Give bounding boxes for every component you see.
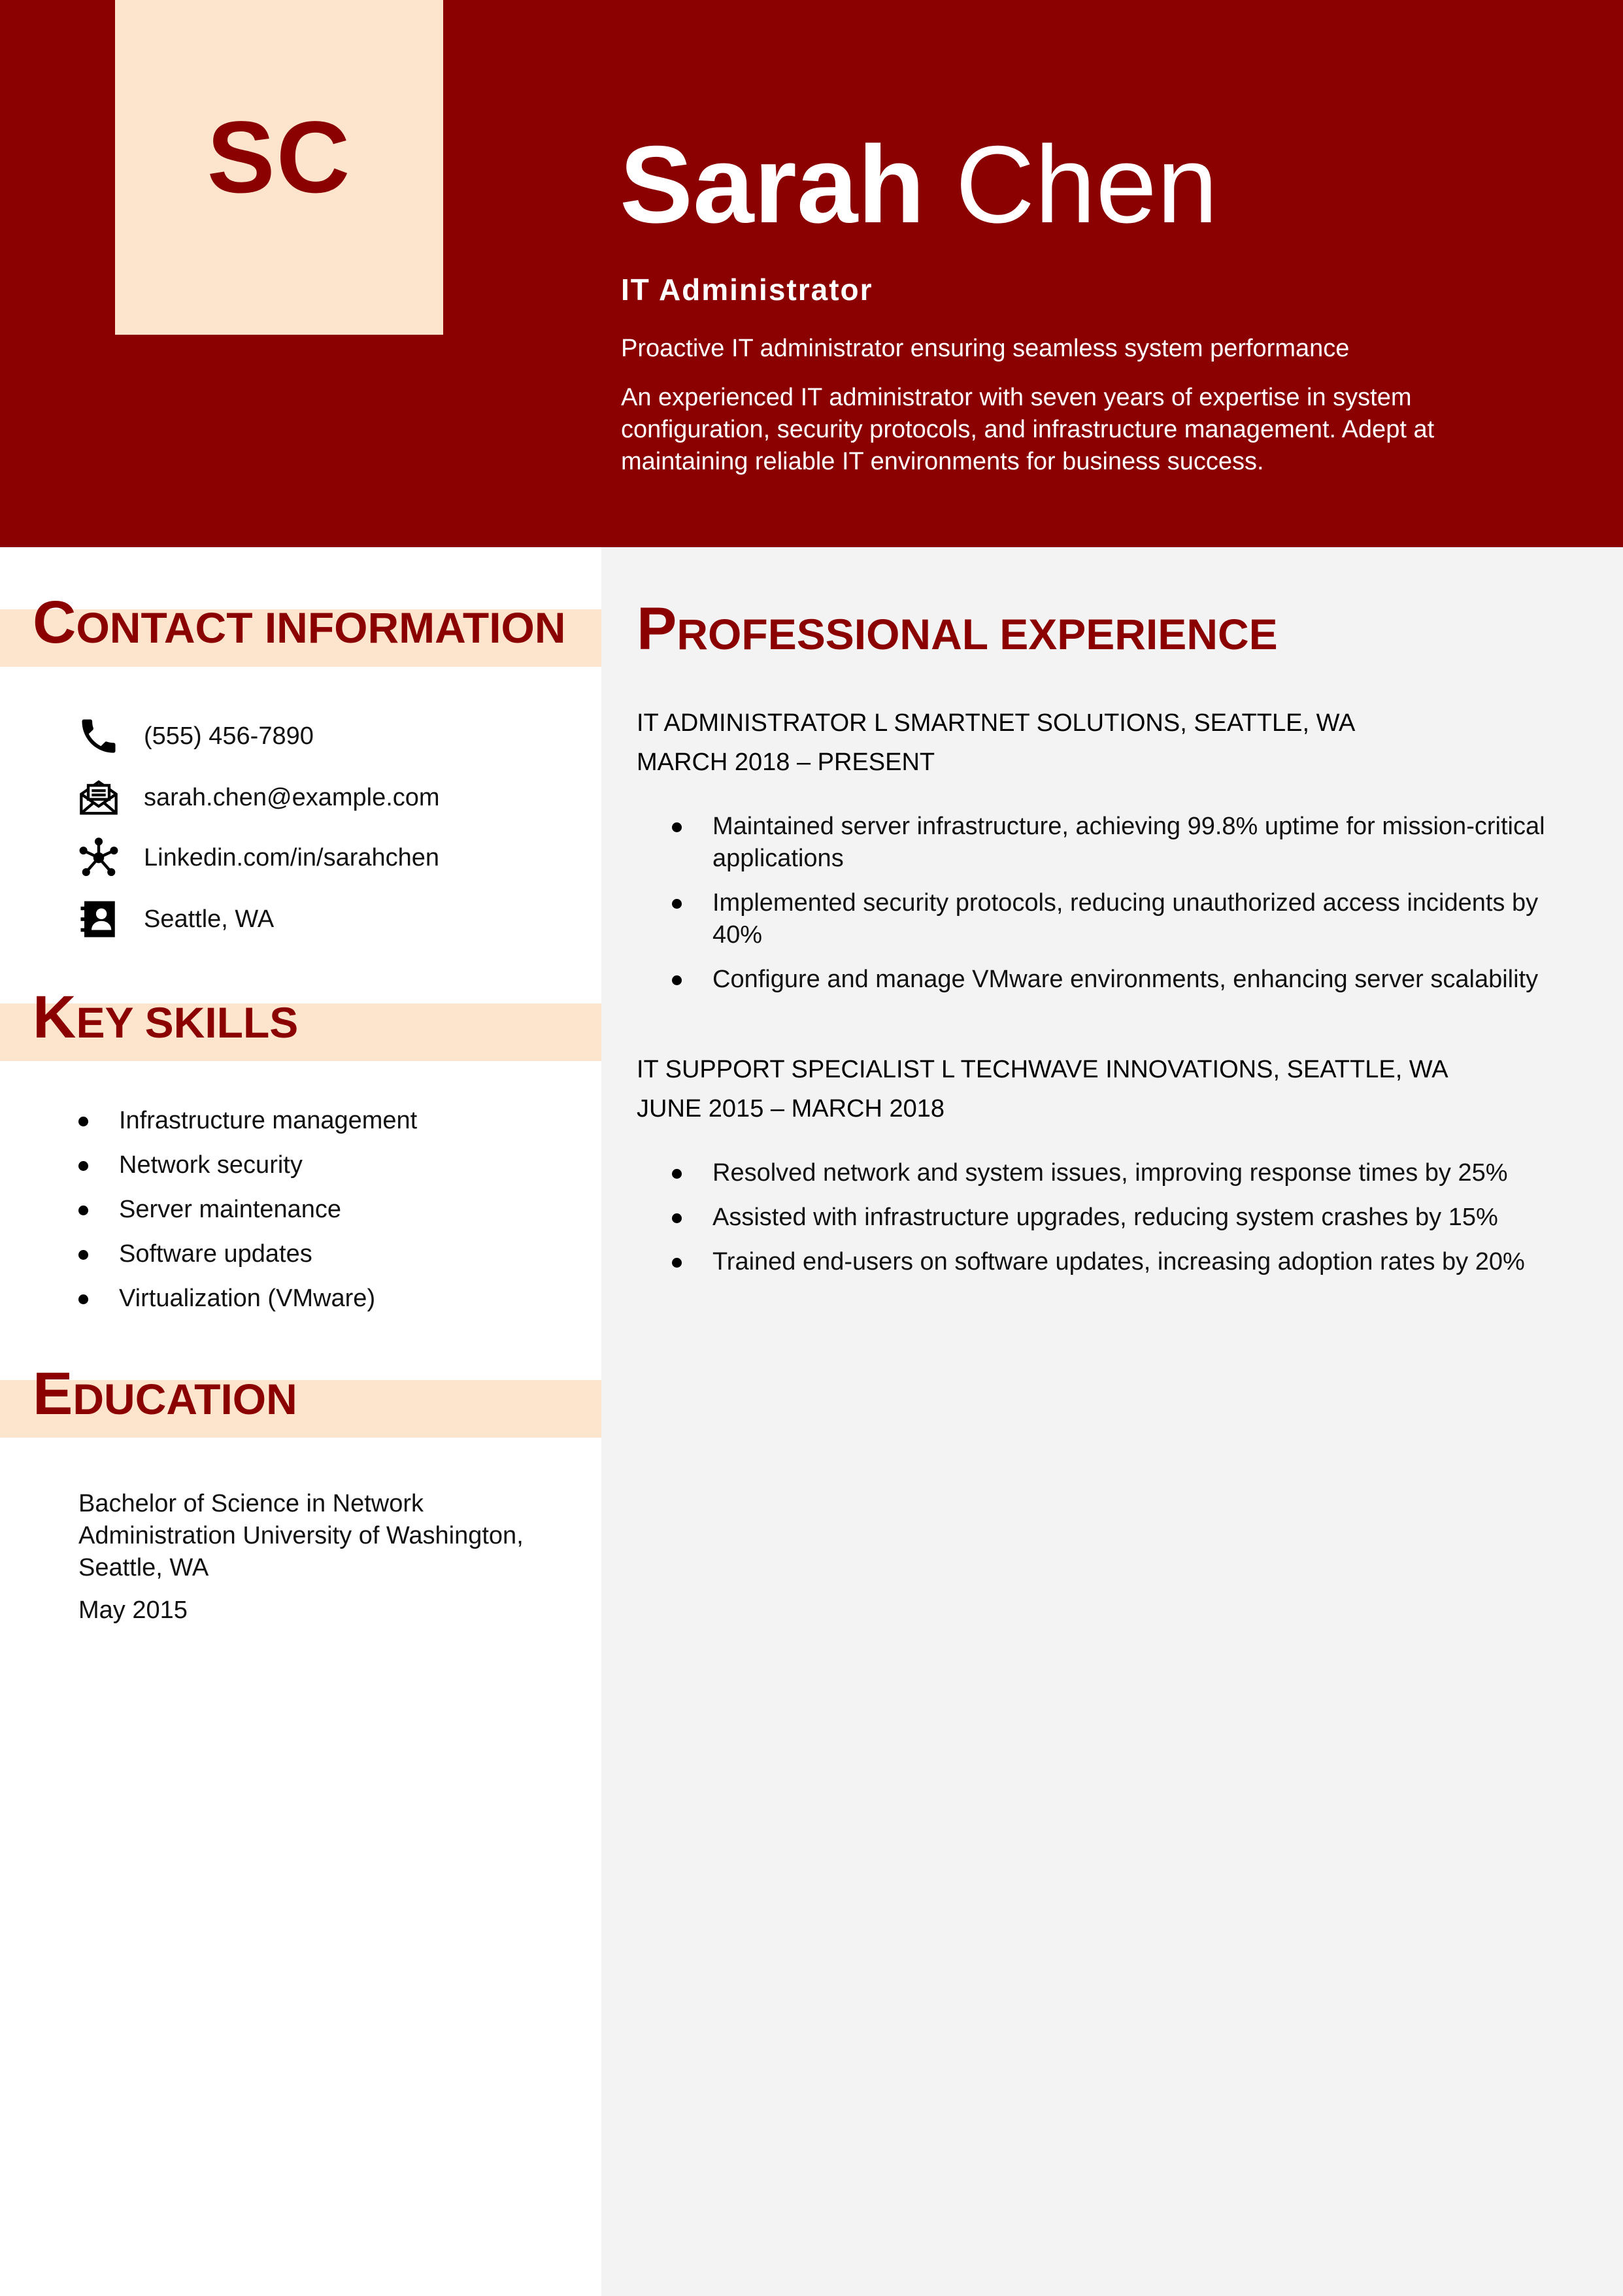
job-2-dates: JUNE 2015 – MARCH 2018	[637, 1095, 945, 1123]
list-item: Maintained server infrastructure, achieving 99.8% uptime for mission-critical applications	[712, 811, 1588, 875]
full-name	[620, 123, 1218, 246]
skills-title-cap: K	[33, 984, 76, 1051]
education-section-title	[33, 1360, 297, 1427]
contact-linkedin	[76, 834, 440, 881]
education-title-rest: DUCATION	[73, 1375, 297, 1423]
email-icon	[76, 775, 122, 820]
phone-icon	[76, 713, 122, 759]
education-date: May 2015	[78, 1596, 188, 1624]
email-text[interactable]: sarah.chen@example.com	[144, 783, 440, 811]
job-1-heading	[637, 703, 1355, 782]
list-item: Trained end-users on software updates, increasing adoption rates by 20%	[712, 1246, 1588, 1278]
list-item: Resolved network and system issues, improving response times by 25%	[712, 1157, 1588, 1189]
contact-phone	[76, 713, 314, 760]
job-title: IT Administrator	[621, 273, 873, 307]
phone-text[interactable]: (555) 456-7890	[144, 722, 314, 750]
contact-title-cap: C	[33, 589, 76, 656]
contact-section-title	[33, 589, 566, 656]
last-name: Chen	[955, 123, 1218, 246]
contact-email	[76, 774, 440, 821]
contact-title-rest: ONTACT INFORMATION	[76, 603, 566, 652]
list-item: Server maintenance	[119, 1194, 417, 1226]
network-icon	[76, 835, 122, 881]
education-degree: Bachelor of Science in Network Administration University of Washington, Seattle, WA	[78, 1490, 524, 1581]
right-column-panel	[601, 547, 1623, 2296]
list-item: Software updates	[119, 1238, 417, 1270]
skills-section-title	[33, 984, 299, 1051]
job-1-dates: MARCH 2018 – PRESENT	[637, 749, 935, 776]
education-title-cap: E	[33, 1360, 73, 1427]
list-item: Network security	[119, 1149, 417, 1181]
experience-title-cap: P	[637, 596, 677, 662]
linkedin-text[interactable]: Linkedin.com/in/sarahchen	[144, 843, 440, 871]
skills-title-rest: EY SKILLS	[76, 998, 299, 1047]
location-text: Seattle, WA	[144, 905, 275, 933]
tagline: Proactive IT administrator ensuring seamless system performance	[621, 335, 1350, 362]
job-2-bullets	[712, 1157, 1588, 1291]
list-item: Configure and manage VMware environments, enhancing server scalability	[712, 964, 1588, 996]
list-item: Infrastructure management	[119, 1105, 417, 1137]
experience-section-title	[637, 596, 1278, 662]
list-item: Assisted with infrastructure upgrades, reducing system crashes by 15%	[712, 1202, 1588, 1234]
job-2-heading	[637, 1050, 1448, 1128]
monogram: SC	[207, 100, 352, 214]
first-name: Sarah	[620, 123, 925, 246]
header-band	[0, 0, 1623, 547]
experience-title-rest: ROFESSIONAL EXPERIENCE	[677, 610, 1278, 658]
list-item: Virtualization (VMware)	[119, 1283, 417, 1315]
summary: An experienced IT administrator with seven years of expertise in system configuration, security protocols, and infrastructure management. Adept at maintaining reliable IT environments for business success.	[621, 384, 1435, 475]
address-book-icon	[76, 896, 122, 942]
skills-list	[119, 1105, 417, 1327]
monogram-box	[115, 0, 443, 335]
job-1-bullets	[712, 811, 1588, 1008]
contact-location	[76, 896, 275, 943]
job-2-title: IT SUPPORT SPECIALIST L TECHWAVE INNOVATIONS, SEATTLE, WA	[637, 1056, 1448, 1083]
job-1-title: IT ADMINISTRATOR L SMARTNET SOLUTIONS, SEATTLE, WA	[637, 709, 1356, 737]
list-item: Implemented security protocols, reducing unauthorized access incidents by 40%	[712, 887, 1588, 951]
